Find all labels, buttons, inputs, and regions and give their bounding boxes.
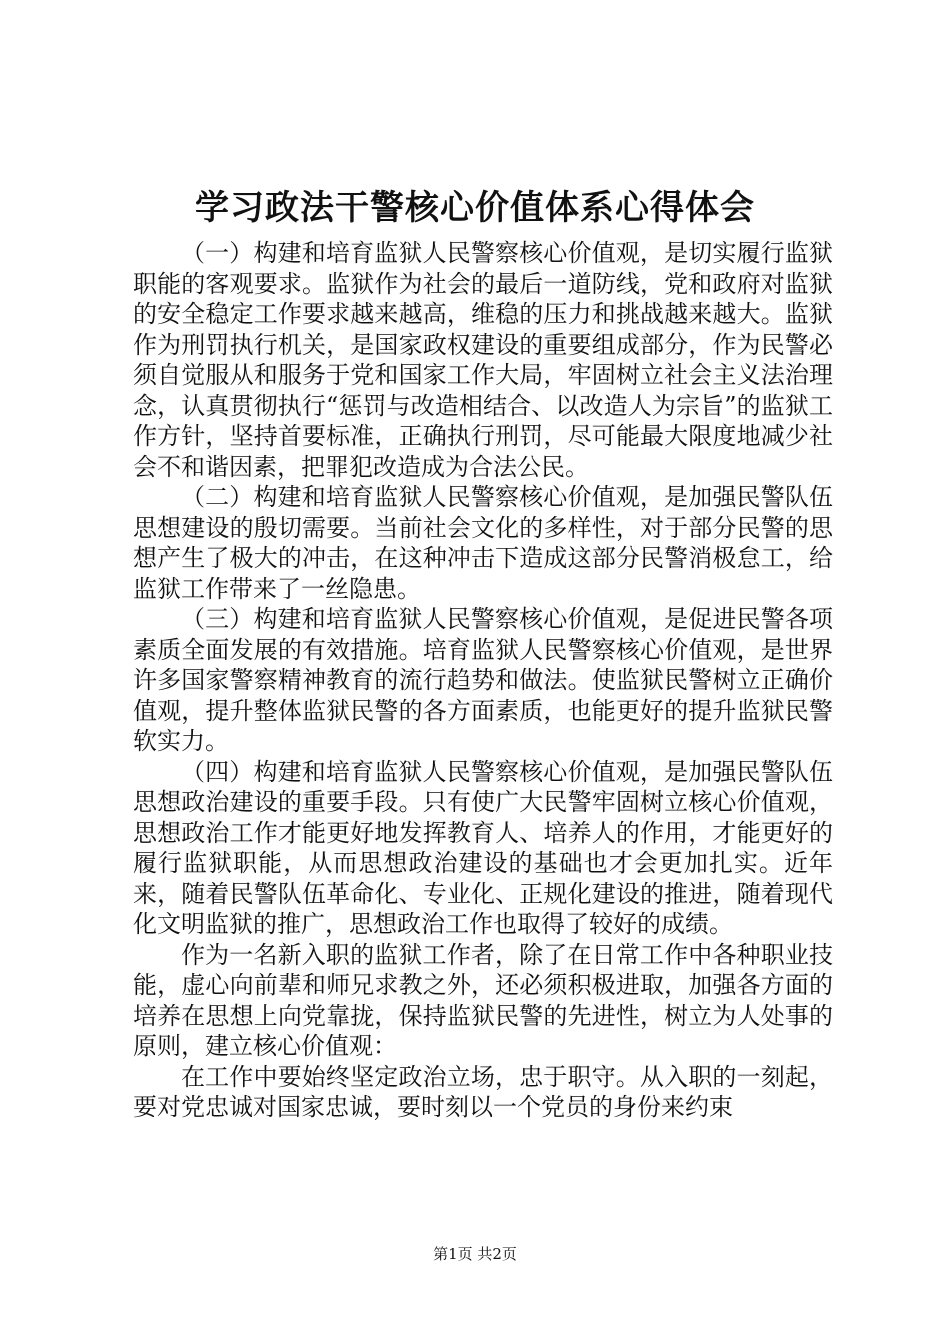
paragraph-2: （二）构建和培育监狱人民警察核心价值观，是加强民警队伍思想建设的殷切需要。当前社会文化的多样性，对于部分民警的思想产生了极大的冲击，在这种冲击下造成这部分民警消极怠工，给监狱工作带来了一丝隐患。 — [133, 483, 833, 603]
document-body — [133, 238, 833, 1123]
paragraph-6: 在工作中要始终坚定政治立场，忠于职守。从入职的一刻起，要对党忠诚对国家忠诚，要时刻以一个党员的身份来约束 — [133, 1062, 833, 1121]
document-title: 学习政法干警核心价值体系心得体会 — [195, 188, 755, 228]
page-number-footer: 第1页 共2页 — [433, 1245, 517, 1263]
paragraph-1: （一）构建和培育监狱人民警察核心价值观，是切实履行监狱职能的客观要求。监狱作为社会的最后一道防线，党和政府对监狱的安全稳定工作要求越来越高，维稳的压力和挑战越来越大。监狱作为刑罚执行机关，是国家政权建设的重要组成部分，作为民警必须自觉服从和服务于党和国家工作大局，牢固树立社会主义法治理念，认真贯彻执行“惩罚与改造相结合、以改造人为宗旨”的监狱工作方针，坚持首要标准，正确执行刑罚，尽可能最大限度地减少社会不和谐因素，把罪犯改造成为合法公民。 — [133, 239, 833, 481]
paragraph-3: （三）构建和培育监狱人民警察核心价值观，是促进民警各项素质全面发展的有效措施。培育监狱人民警察核心价值观，是世界许多国家警察精神教育的流行趋势和做法。使监狱民警树立正确价值观，提升整体监狱民警的各方面素质，也能更好的提升监狱民警软实力。 — [133, 605, 833, 755]
paragraph-5: 作为一名新入职的监狱工作者，除了在日常工作中各种职业技能，虚心向前辈和师兄求教之外，还必须积极进取，加强各方面的培养在思想上向党靠拢，保持监狱民警的先进性，树立为人处事的原则，建立核心价值观： — [133, 940, 833, 1060]
paragraph-4: （四）构建和培育监狱人民警察核心价值观，是加强民警队伍思想政治建设的重要手段。只有使广大民警牢固树立核心价值观，思想政治工作才能更好地发挥教育人、培养人的作用，才能更好的履行监狱职能，从而思想政治建设的基础也才会更加扎实。近年来，随着民警队伍革命化、专业化、正规化建设的推进，随着现代化文明监狱的推广，思想政治工作也取得了较好的成绩。 — [133, 757, 833, 938]
